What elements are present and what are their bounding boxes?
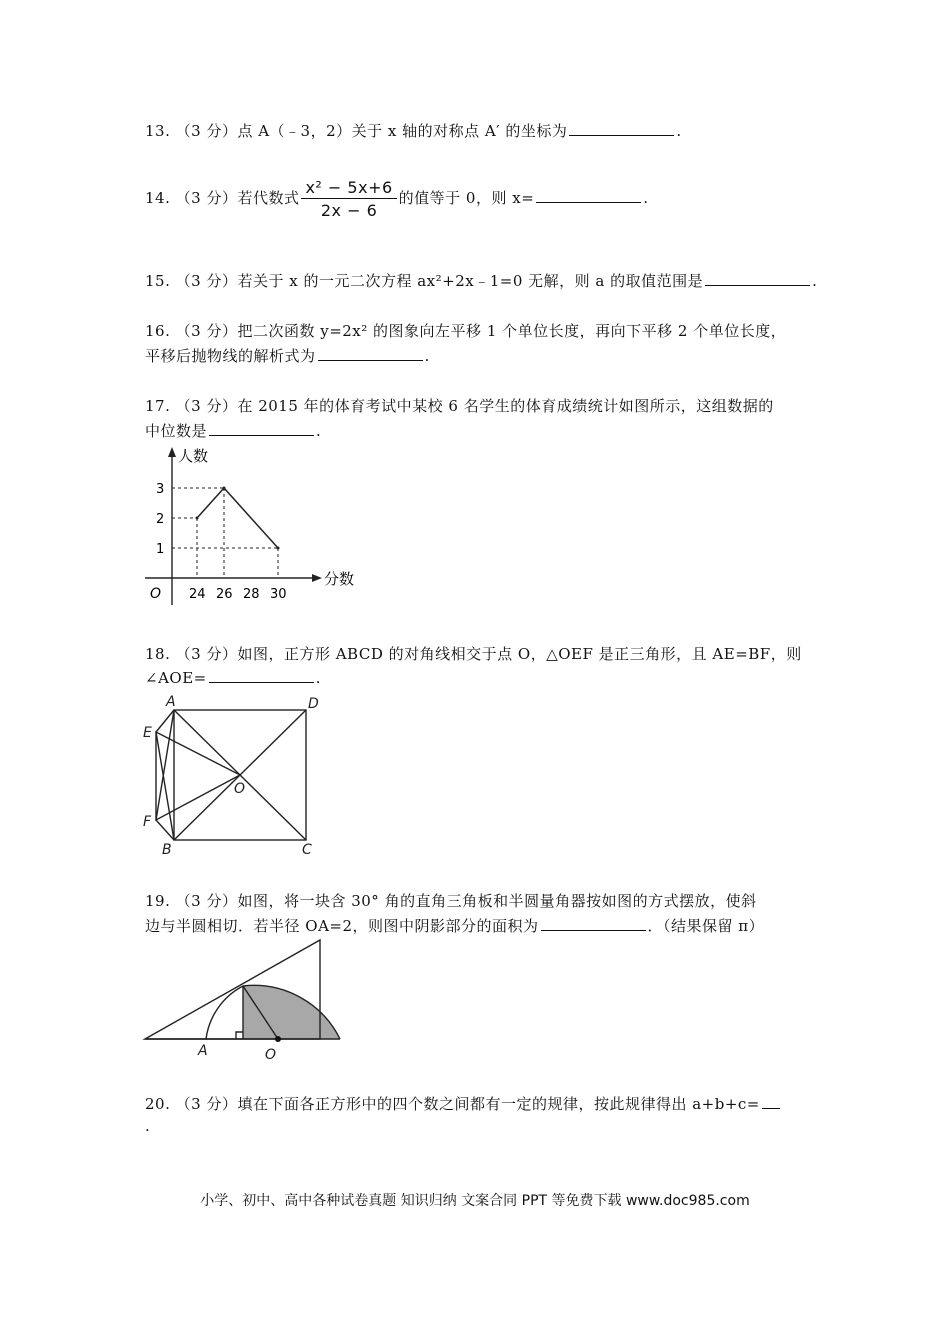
- label-o: O: [234, 781, 246, 797]
- question-number: 19.: [145, 892, 171, 910]
- y-tick-label: 3: [156, 482, 165, 497]
- x-tick-label: 24: [189, 587, 206, 602]
- y-tick-label: 1: [156, 542, 165, 557]
- fraction-denominator: 2x − 6: [320, 201, 378, 220]
- question-end: .: [643, 189, 649, 207]
- question-number: 17.: [145, 397, 171, 415]
- answer-blank[interactable]: [762, 1094, 780, 1109]
- answer-blank[interactable]: [705, 271, 810, 286]
- question-text-after: 的值等于 0，则 x=: [398, 189, 535, 207]
- question-16: [145, 320, 786, 341]
- question-text-line2: 中位数是: [145, 422, 208, 440]
- y-axis-label: 人数: [178, 447, 209, 465]
- question-17-line2: [145, 420, 321, 441]
- question-16-line2: [145, 345, 430, 366]
- question-14: [145, 178, 649, 220]
- question-number: 15.: [145, 272, 171, 290]
- question-end: .: [424, 347, 430, 365]
- label-e: E: [143, 725, 152, 741]
- question-text-line2-end: ．（结果保留 π）: [647, 917, 765, 935]
- x-tick-label: 28: [243, 587, 260, 602]
- question-end: .: [812, 272, 818, 290]
- x-tick-label: 30: [270, 587, 287, 602]
- x-axis-label: 分数: [324, 570, 355, 588]
- question-text: （3 分）若代数式: [175, 189, 300, 207]
- question-17: [145, 395, 774, 416]
- label-b: B: [162, 842, 172, 858]
- label-a: A: [198, 1043, 208, 1059]
- page-footer: 小学、初中、高中各种试卷真题 知识归纳 文案合同 PPT 等免费下载 www.doc985.com: [200, 1193, 750, 1209]
- origin-label: O: [150, 586, 162, 602]
- answer-blank[interactable]: [209, 668, 314, 683]
- question-text: （3 分）点 A（﹣3，2）关于 x 轴的对称点 A′ 的坐标为: [175, 122, 568, 140]
- fraction-numerator: x² − 5x+6: [301, 178, 396, 199]
- question-19-line2: [145, 915, 764, 936]
- answer-blank[interactable]: [541, 916, 646, 931]
- question-text: （3 分）若关于 x 的一元二次方程 ax²+2x﹣1=0 无解，则 a 的取值范围是: [175, 272, 704, 290]
- question-text-line1: （3 分）在 2015 年的体育考试中某校 6 名学生的体育成绩统计如图所示，这组数据的: [175, 397, 774, 415]
- algebraic-fraction: [301, 178, 396, 220]
- question-number: 16.: [145, 322, 171, 340]
- protractor-figure: [140, 935, 350, 1065]
- question-18-line2: [145, 668, 321, 687]
- question-13: [145, 120, 682, 141]
- data-point: [277, 547, 280, 550]
- x-tick-label: 26: [216, 587, 233, 602]
- question-text-line1: （3 分）如图，正方形 ABCD 的对角线相交于点 O，△OEF 是正三角形，且 AE=BF，则: [175, 645, 802, 663]
- segment-fa: [156, 710, 174, 820]
- question-15: [145, 270, 817, 291]
- question-number: 20.: [145, 1095, 171, 1113]
- question-end: .: [315, 669, 321, 687]
- question-number: 13.: [145, 122, 171, 140]
- question-text-line1: （3 分）填在下面各正方形中的四个数之间都有一定的规律，按此规律得出 a+b+c=: [175, 1095, 760, 1113]
- y-axis-arrow: [168, 447, 176, 457]
- question-end: .: [145, 1117, 151, 1135]
- question-text-line1: （3 分）把二次函数 y=2x² 的图象向左平移 1 个单位长度，再向下平移 2 个单位长度，: [175, 322, 787, 340]
- question-18: [145, 643, 802, 664]
- answer-blank[interactable]: [536, 188, 641, 203]
- score-chart: [140, 445, 370, 610]
- question-20: [145, 1093, 782, 1114]
- answer-blank[interactable]: [569, 121, 674, 136]
- label-c: C: [302, 842, 312, 858]
- label-o: O: [265, 1047, 277, 1063]
- square-figure: [138, 692, 338, 862]
- question-20-line2: [145, 1117, 150, 1135]
- answer-blank[interactable]: [318, 346, 423, 361]
- question-text-line2: 平移后抛物线的解析式为: [145, 347, 316, 365]
- label-d: D: [308, 696, 319, 712]
- label-a: A: [166, 694, 176, 710]
- data-point: [223, 487, 226, 490]
- question-text-line2: ∠AOE=: [145, 669, 207, 687]
- question-end: .: [676, 122, 682, 140]
- right-angle-mark: [236, 1032, 243, 1039]
- question-19: [145, 890, 757, 911]
- question-number: 14.: [145, 189, 171, 207]
- label-f: F: [143, 814, 152, 830]
- data-point: [196, 517, 199, 520]
- question-end: .: [316, 422, 322, 440]
- data-line: [197, 488, 278, 548]
- x-axis-arrow: [312, 574, 322, 582]
- question-text-line1: （3 分）如图，将一块含 30° 角的直角三角板和半圆量角器按如图的方式摆放，使斜: [175, 892, 757, 910]
- center-point-o: [275, 1036, 281, 1042]
- question-number: 18.: [145, 645, 171, 663]
- answer-blank[interactable]: [209, 421, 314, 436]
- question-text-line2: 边与半圆相切．若半径 OA=2，则图中阴影部分的面积为: [145, 917, 539, 935]
- y-tick-label: 2: [156, 512, 165, 527]
